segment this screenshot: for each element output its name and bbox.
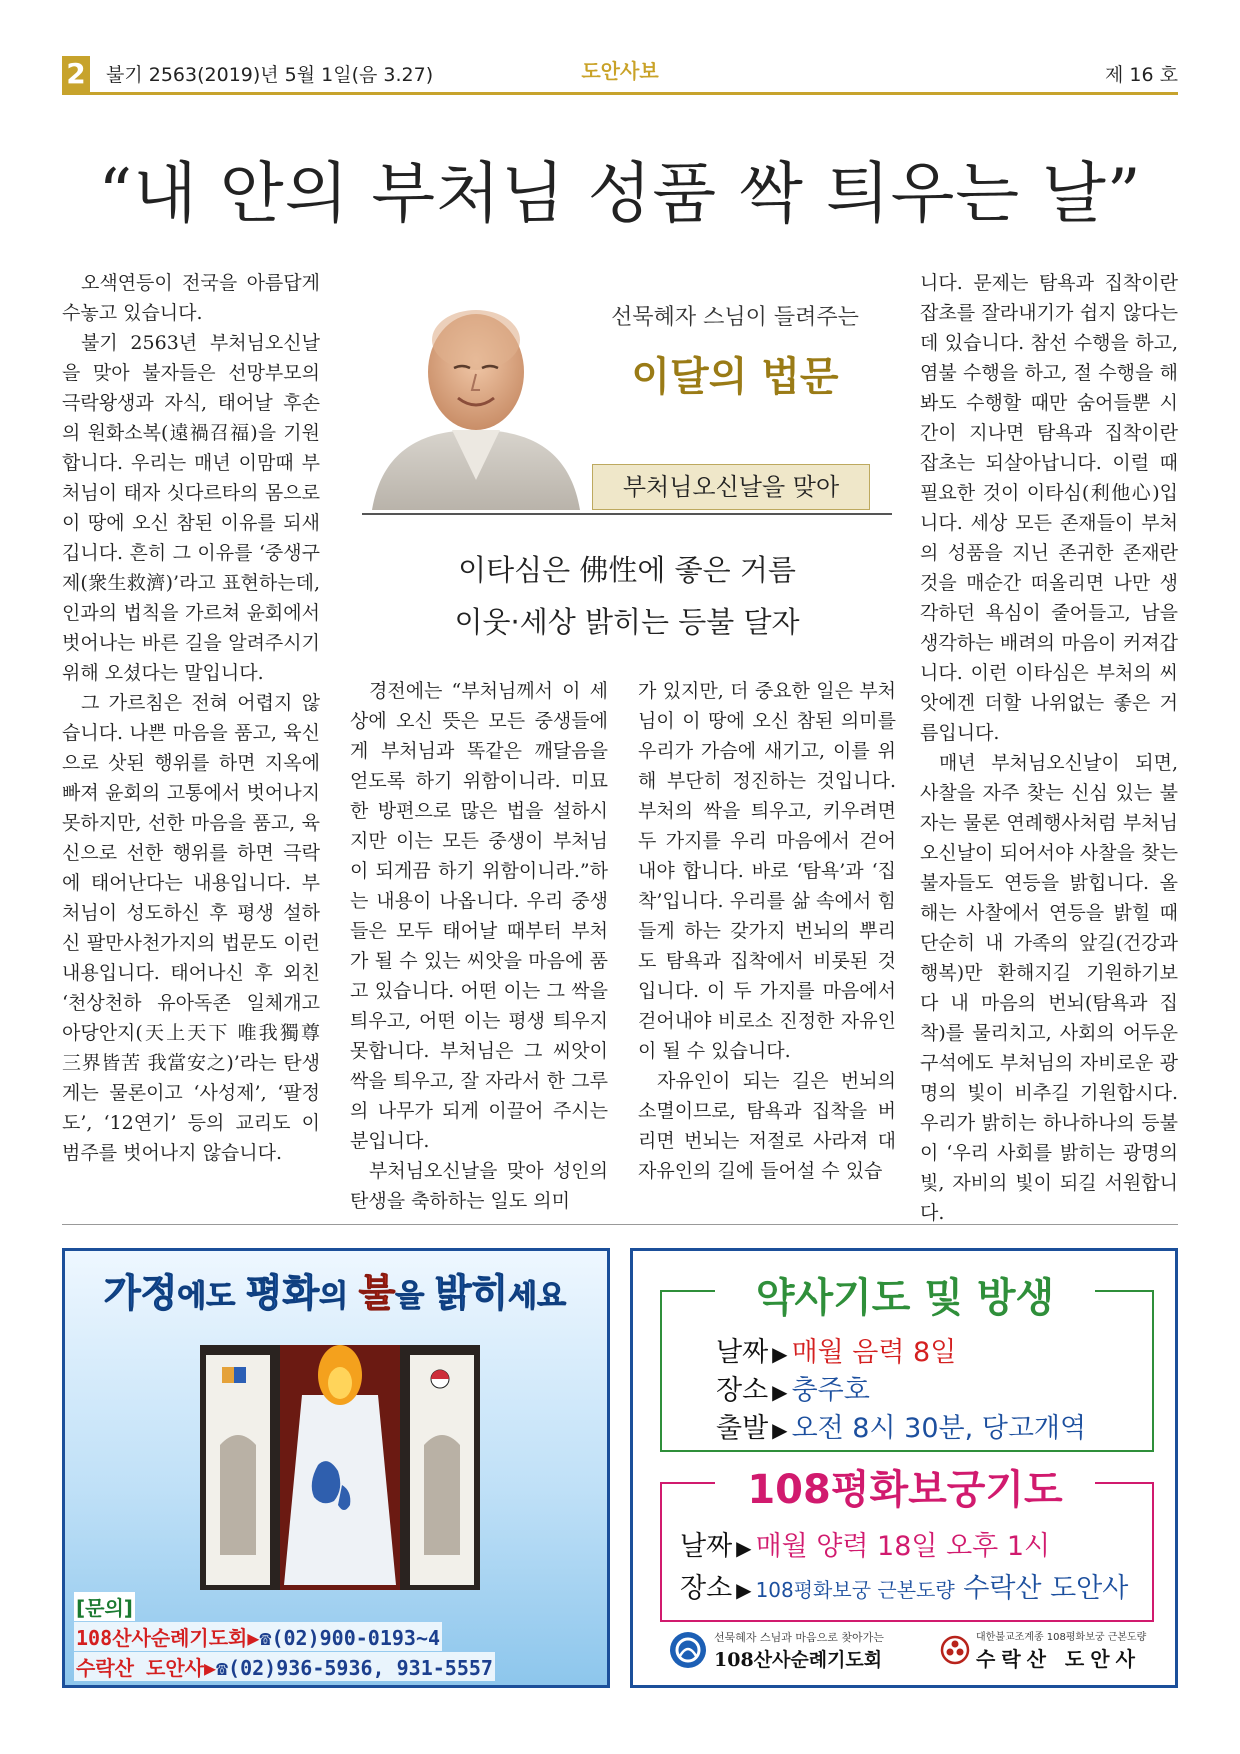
article-column-3 — [638, 676, 896, 1186]
paragraph: 매년 부처님오신날이 되면, 사찰을 자주 찾는 신심 있는 불자는 물론 연례행사처럼 부처님오신날이 되어서야 사찰을 찾는 불자들도 연등을 밝힙니다. 올해는 사찰에서 연등을 밝힐 때 단순히 내 가족의 앞길(건강과 행복)만 환해지길 기원하기보다 내 마음의 번뇌(탐욕과 집착)를 물리치고, 사회의 어두운 구석에도 부처님의 자비로운 광명의 빛이 비추길 기원합시다. 우리가 밝히는 하나하나의 등불이 ‘우리 사회를 밝히는 광명의 빛, 자비의 빛이 되길 서원합니다. — [920, 752, 1178, 1224]
event-row — [716, 1406, 1086, 1445]
lantern-product-photo — [200, 1335, 480, 1590]
feature-band: 부처님오신날을 맞아 — [592, 464, 870, 510]
row-label: 장소 — [680, 1573, 733, 1604]
title-part: 에도 — [177, 1279, 246, 1314]
paragraph: 니다. 문제는 탐욕과 집착이란 잡초를 잘라내기가 쉽지 않다는데 있습니다. 참선 수행을 하고, 염불 수행을 하고, 절 수행을 해봐도 수행할 때만 숨어들뿐 시간이 지나면 탐욕과 집착이란 잡초는 되살아납니다. 이럴 때 필요한 것이 이타심(利他心)입니다. 세상 모든 존재들이 부처의 성품을 지닌 존귀한 존재란 것을 매순간 떠올리면 나만 생각하던 욕심이 줄어들고, 남을 생각하는 배려의 마음이 커져갑니다. 이런 이타심은 부처의 씨앗에겐 더할 나위없는 좋은 거름입니다. — [920, 272, 1178, 744]
contact-line-1 — [74, 1622, 442, 1651]
peace-prayer-title: 108평화보궁기도 — [715, 1458, 1095, 1515]
page-number: 2 — [62, 56, 90, 92]
contact-phone: ☎(02)900-0193~4 — [259, 1626, 441, 1650]
event-row — [680, 1524, 1050, 1563]
title-part: 을 — [395, 1279, 435, 1314]
triangle-icon: ▶ — [772, 1418, 788, 1442]
yaksa-prayer-title: 약사기도 및 방생 — [715, 1266, 1095, 1323]
title-part: 평화 — [245, 1270, 320, 1315]
issue-number: 제 16 호 — [1105, 64, 1178, 86]
footer-right-name: 수락산 도안사 — [976, 1647, 1141, 1671]
row-value-small: 108평화보궁 근본도량 — [755, 1578, 955, 1602]
row-value: 매월 음력 8일 — [791, 1337, 957, 1368]
sambo-emblem-icon — [940, 1635, 970, 1665]
row-label: 날짜 — [716, 1337, 769, 1368]
title-part: 가정 — [103, 1270, 178, 1315]
row-label: 출발 — [716, 1413, 769, 1444]
feature-rule — [362, 513, 892, 515]
article-column-2 — [350, 676, 608, 1216]
row-label: 날짜 — [680, 1531, 733, 1562]
row-label: 장소 — [716, 1375, 769, 1406]
event-row — [680, 1566, 1128, 1605]
inquiry-label: [문의] — [74, 1592, 135, 1621]
monk-portrait — [362, 290, 590, 510]
paragraph: 오색연등이 전국을 아름답게 수놓고 있습니다. — [62, 272, 320, 324]
triangle-icon: ▶ — [736, 1536, 752, 1560]
feature-title: 이달의 법문 — [631, 354, 839, 400]
row-value: 수락산 도안사 — [963, 1573, 1129, 1604]
row-value: 매월 양력 18일 오후 1시 — [755, 1531, 1051, 1562]
triangle-icon: ▶ — [772, 1380, 788, 1404]
footer-left-tagline: 선묵혜자 스님과 마음으로 찾아가는 — [714, 1630, 884, 1644]
section-divider — [62, 1224, 1178, 1225]
issue-date: 불기 2563(2019)년 5월 1일(음 3.27) — [106, 64, 434, 86]
paragraph: 그 가르침은 전혀 어렵지 않습니다. 나쁜 마음을 품고, 육신으로 삿된 행위를 하면 지옥에 빠져 윤회의 고통에서 벗어나지 못하지만, 선한 마음을 품고, 육신으로 선한 행위를 하면 극락에 태어난다는 내용입니다. 부처님이 성도하신 후 평생 설하신 팔만사천가지의 법문도 이런 내용입니다. 태어나신 후 외친 ‘천상천하 유아독존 일체개고 아당안지(天上天下 唯我獨尊 三界皆苦 我當安之)’라는 탄생게는 물론이고 ‘사성제’, ‘팔정도’, ‘12연기’ 등의 교리도 이 범주를 벗어나지 않습니다. — [62, 692, 320, 1164]
title-part: 의 — [319, 1279, 359, 1314]
contact-phone: ☎(02)936-5936, 931-5557 — [216, 1656, 493, 1680]
temple-emblem-icon — [668, 1630, 708, 1670]
event-row — [716, 1330, 956, 1369]
paragraph: 부처님오신날을 맞아 성인의 탄생을 축하하는 일도 의미 — [350, 1160, 608, 1212]
article-column-4 — [920, 268, 1178, 1228]
row-value: 오전 8시 30분, 당고개역 — [791, 1413, 1087, 1444]
header-rule — [62, 92, 1178, 95]
footer-left-name: 108산사순례기도회 — [714, 1648, 883, 1671]
headline: “내 안의 부처님 성품 싹 틔우는 날” — [98, 155, 1142, 232]
subheadline-1: 이타심은 佛性에 좋은 거름 — [458, 553, 796, 587]
contact-line-2 — [74, 1652, 495, 1681]
triangle-icon: ▶ — [772, 1342, 788, 1366]
row-value: 충주호 — [791, 1375, 870, 1406]
article-column-1 — [62, 268, 320, 1168]
event-row — [716, 1368, 870, 1407]
contact-org: 108산사순례기도회▶ — [76, 1626, 260, 1650]
triangle-icon: ▶ — [736, 1578, 752, 1602]
lantern-ad-title — [70, 1262, 600, 1317]
title-part: 밝히 — [434, 1270, 509, 1315]
paragraph: 자유인이 되는 길은 번뇌의 소멸이므로, 탐욕과 집착을 버리면 번뇌는 저절로 사라져 대자유인의 길에 들어설 수 있습 — [638, 1070, 896, 1182]
paragraph: 가 있지만, 더 중요한 일은 부처님이 이 땅에 오신 참된 의미를 우리가 가슴에 새기고, 이를 위해 부단히 정진하는 것입니다. 부처의 싹을 틔우고, 키우려면 두 가지를 우리 마음에서 걷어내야 합니다. 바로 ‘탐욕’과 ‘집착’입니다. 우리를 삶 속에서 힘들게 하는 갖가지 번뇌의 뿌리도 탐욕과 집착에서 비롯된 것입니다. 이 두 가지를 마음에서 걷어내야 비로소 진정한 자유인이 될 수 있습니다. — [638, 680, 896, 1062]
newspaper-name: 도안사보 — [581, 59, 659, 83]
title-part: 불 — [358, 1270, 396, 1315]
paragraph: 불기 2563년 부처님오신날을 맞아 불자들은 선망부모의 극락왕생과 자식, 태어날 후손의 원화소복(遠禍召福)을 기원합니다. 우리는 매년 이맘때 부처님이 태자 싯다르타의 몸으로 이 땅에 오신 참된 이유를 되새깁니다. 흔히 그 이유를 ‘중생구제(衆生救濟)’라고 표현하는데, 인과의 법칙을 가르쳐 윤회에서 벗어나는 바른 길을 알려주시기 위해 오셨다는 말입니다. — [62, 332, 320, 684]
footer-logo-doansa — [940, 1628, 1146, 1672]
feature-kicker: 선묵혜자 스님이 들려주는 — [611, 305, 859, 330]
contact-org: 수락산 도안사▶ — [76, 1656, 217, 1680]
footer-logo-108 — [668, 1628, 884, 1672]
paragraph: 경전에는 “부처님께서 이 세상에 오신 뜻은 모든 중생들에게 부처님과 똑같은 깨달음을 얻도록 하기 위함이니라. 미묘한 방편으로 많은 법을 설하시지만 이는 모든 중생이 부처님이 되게끔 하기 위함이니라.”하는 내용이 나옵니다. 우리 중생들은 모두 태어날 때부터 부처가 될 수 있는 씨앗을 마음에 품고 있습니다. 어떤 이는 그 싹을 틔우고, 어떤 이는 평생 틔우지 못합니다. 부처님은 그 씨앗이 싹을 틔우고, 잘 자라서 한 그루의 나무가 되게 이끌어 주시는 분입니다. — [350, 680, 608, 1152]
subheadline-2: 이웃·세상 밝히는 등불 달자 — [454, 605, 800, 639]
title-part: 세요 — [508, 1279, 567, 1314]
footer-right-tagline: 대한불교조계종 108평화보궁 근본도량 — [976, 1632, 1147, 1643]
